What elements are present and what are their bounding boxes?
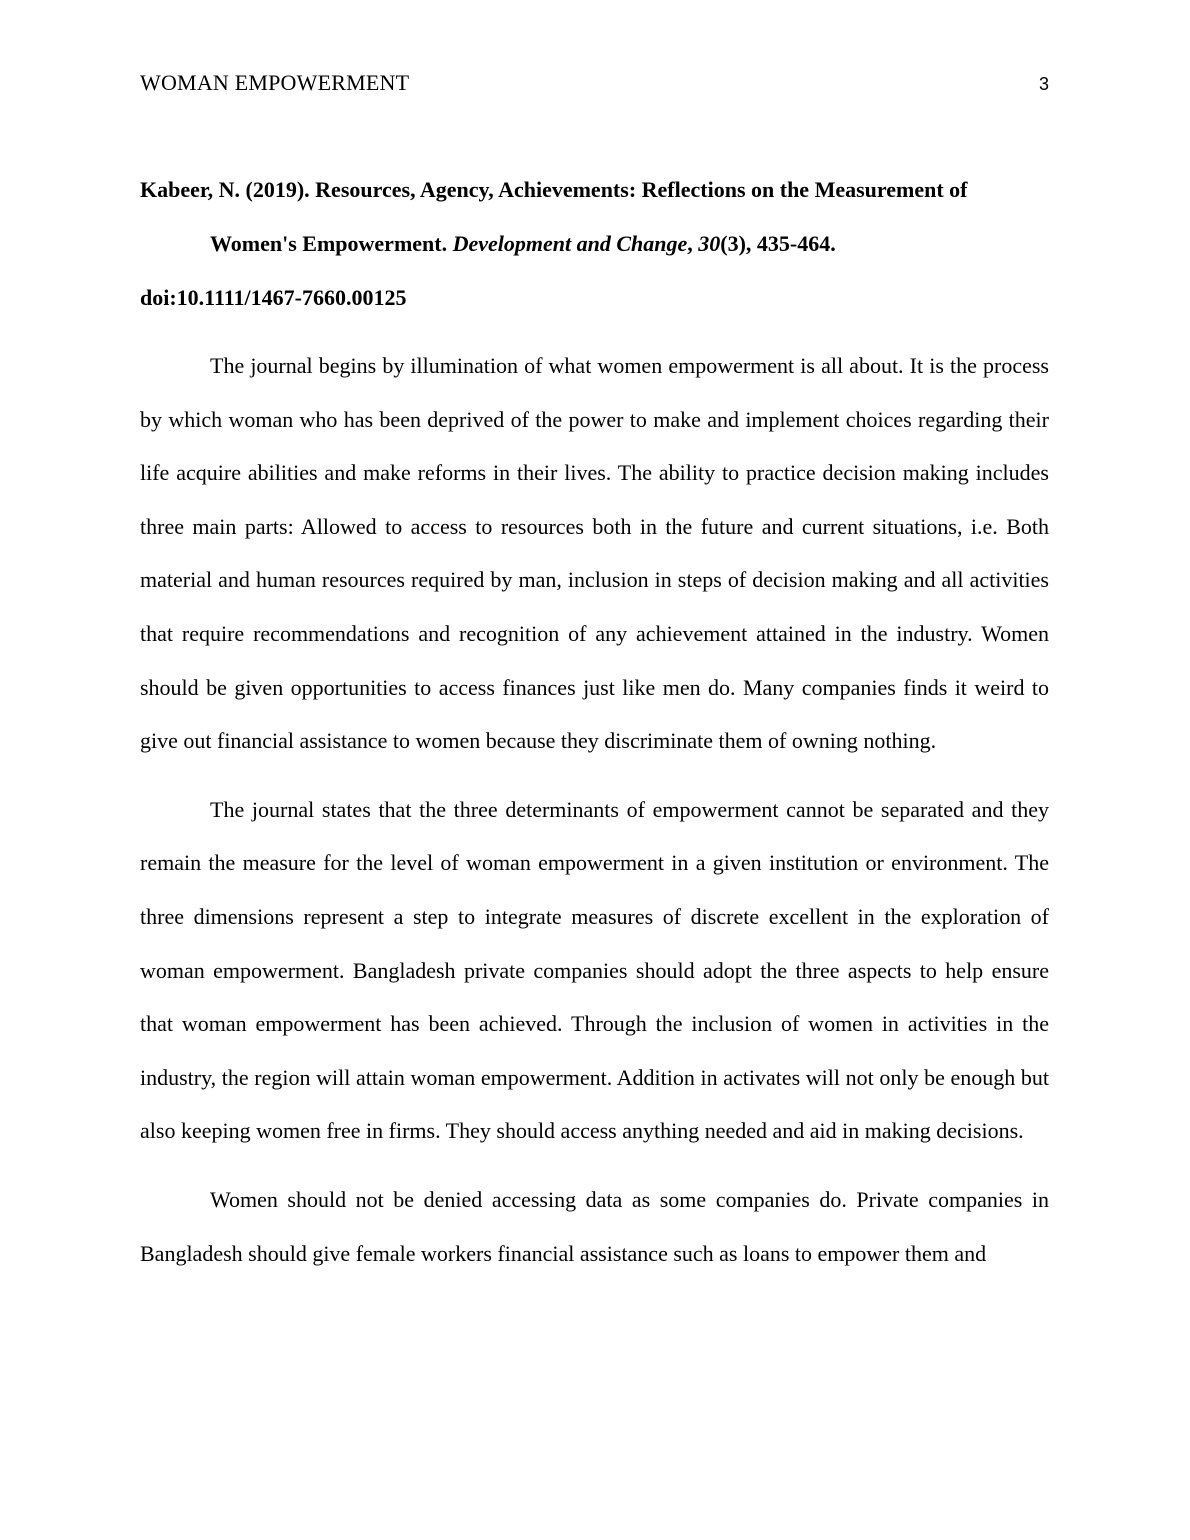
paragraph-2: The journal states that the three determinants of empowerment cannot be separated and they remain the measure for the level of woman empowerment in a given institution or environment. The three dimensions represent a step to integrate measures of discrete excellent in the exploration of woman empowerment. Bangladesh private companies should adopt the three aspects to help ensure that woman empowerment has been achieved. Through the inclusion of women in activities in the industry, the region will attain woman empowerment. Addition in activates will not only be enough but also keeping women free in firms. They should access anything needed and aid in making decisions. [140,796,1049,1144]
paragraph-3: Women should not be denied accessing data as some companies do. Private companies in Bangladesh should give female workers financial assistance such as loans to empower them and [140,1186,1049,1266]
running-head: WOMAN EMPOWERMENT [140,70,410,95]
doi: doi:10.1111/1467-7660.00125 [140,285,407,310]
journal-title: Development and Change [452,231,688,256]
reference-entry [140,163,1049,325]
paragraph-1: The journal begins by illumination of what women empowerment is all about. It is the process by which woman who has been deprived of the power to make and implement choices regarding their life acquire abilities and make reforms in their lives. The ability to practice decision making includes three main parts: Allowed to access to resources both in the future and current situations, i.e. Both material and human resources required by man, inclusion in steps of decision making and all activities that require recommendations and recognition of any achievement attained in the industry. Women should be given opportunities to access finances just like men do. Many companies finds it weird to give out financial assistance to women because they discriminate them of owning nothing. [140,353,1049,754]
document-body [140,163,1049,1295]
citation-lead: Kabeer, N. (2019). Resources, Agency, Achievements: Reflections on the Measurement of Women's Empowerment. [140,177,968,256]
page-number: 3 [1038,74,1049,94]
journal-volume: 30 [698,231,721,256]
issue-pages: (3), 435-464. [720,231,836,256]
citation-comma: , [687,231,693,256]
